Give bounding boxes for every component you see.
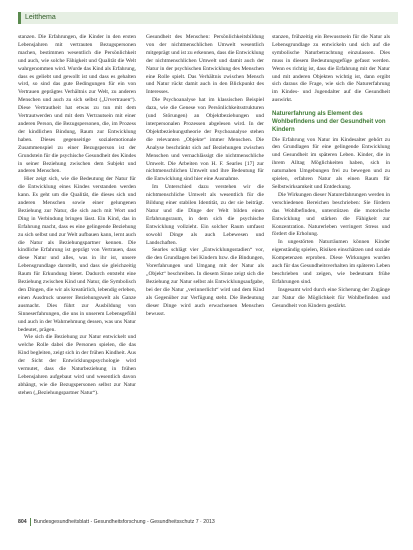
- text-column-3: [272, 34, 390, 310]
- paragraph: stanzen. Die Erfahrungen, die Kinder in den ersten Lebensjahren mit vertrauten Bezugspersonen machen, bestimmen wesentlich die Persönlichkeit und auch, wie solche Fähigkeit und Qualität die Welt wahrgenommen wird. Wurde das Kind als Erfahrung, dass es geliebt und gewollt ist und dass es gehalten wird, so sind das gute Bedingungen für ein von Vertrauen geprägtes Verhältnis zur Welt, zu anderen Menschen und auch zu sich selbst („Urvertrauen“). Diese Vertrautheit hat etwas zu tun mit dem Vertrautwerden und mit dem Vertrautsein mit einer anderen Person, die Bezugspersonen, die, im Prozess der kindlichen Bindung, Raum zur Entwicklung haben. Dieses gegenseitige sozialemotionale Zusammenspiel zu einer Bezugsperson ist der Grundstein für die psychische Gesundheit des Kindes in seiner Beziehung zwischen dem Subjekt und anderen Menschen.: [18, 34, 136, 175]
- paragraph: Hier zeigt sich, wie die Bedeutung der Natur für die Entwicklung eines Kindes verstanden werden kann. Es geht um die Qualität, die dieses sich und anderen Menschen sowie einer gelungenen Beziehung zur Natur, die sich auch mit Wort und Ding in Verbindung bringen lässt. Ein Kind, das in Erfahrung macht, dass es eine gelingende Beziehung zu sich selbst und zur Welt aufbauen kann, lernt auch die Natur als Beziehungspartner kennen. Die kindliche Erfahrung ist geprägt von Vertrauen, dass diese Natur und alles, was in ihr ist, unsere Lebensgrundlage darstellt, und dass sie gleichzeitig Raum für Erkundung bietet. Dadurch entsteht eine Beziehung zwischen Kind und Natur, die Symbolisch den Dingen, die wir als kreatürlich, lebendig erleben, einen Ausdruck unserer Beziehungswelt als Ganze ausmacht. Dies führt zur Ausbildung von Sinneserfahrungen, die uns in unserem Lebensgefühl und auch in der Wahrnehmung dessen, was uns Natur bedeutet, prägen.: [18, 176, 136, 333]
- page-footer: [18, 517, 398, 527]
- paragraph: Wie sich die Beziehung zur Natur entwickelt und welche Rolle dabei die Personen spielen, die das Kind begleiten, zeigt sich in der frühen Kindheit. Aus der Sicht der Entwicklungspsychologie wird vermutet, dass die Naturbeziehung in frühen Lebensjahren aufgebaut wird und wesentlich davon abhängt, wie die Bezugspersonen selbst zur Natur stehen („Beziehungspartner Natur“).: [18, 334, 136, 396]
- paragraph: Searles schlägt vier „Entwicklungsstadien“ vor, die den Grundlagen bei Kindern bzw. die Bindungen, Vorerfahrungen und Umgang mit der Natur als „Objekt“ beschreiben. In diesem Sinne zeigt sich die Beziehung zur Natur selbst als Entwicklungsaufgabe, bei der die Natur „verinnerlicht“ wird und dem Kind als Gegenüber zur Verfügung steht. Die Bedeutung dieser Dinge wird auch erwachsenen Menschen bewusst.: [146, 247, 264, 317]
- paragraph: Insgesamt wird durch eine Sicherung der Zugänge zur Natur die Möglichkeit für Wohlbefinden und Gesundheit von Kindern gestärkt.: [272, 286, 390, 309]
- section-heading: Naturerfahrung als Element des Wohlbefindens und der Gesundheit von Kindern: [272, 111, 386, 133]
- paragraph: Im Unterschied dazu verstehen wir die nichtmenschliche Umwelt als wesentlich für die Bildung einer stabilen Identität, zu der sie beiträgt. Natur und die Dinge der Welt bilden einen Erfahrungsraum, in dem sich die psychische Entwicklung vollzieht. Ein solcher Raum umfasst sowohl Dinge als auch Lebewesen und Landschaften.: [146, 184, 264, 246]
- paragraph: Die Erfahrung von Natur im Kindesalter gehört zu den Grundlagen für eine gelingende Entwicklung und Gesundheit im späteren Leben. Kinder, die in ihrem Alltag Möglichkeiten haben, sich in naturnahen Umgebungen frei zu bewegen und zu spielen, erfahren Natur als einen Raum für Selbstwirksamkeit und Entdeckung.: [272, 136, 390, 190]
- footer-divider: [30, 518, 31, 526]
- text-column-2: [146, 34, 264, 319]
- journal-citation: Bundesgesundheitsblatt - Gesundheitsforschung - Gesundheitsschutz 7 · 2013: [33, 519, 215, 525]
- paragraph: In ungestörten Naturräumen können Kinder eigenständig spielen, Risiken einschätzen und soziale Kompetenzen erproben. Diese Wirkungen wurden auch für das Gesundheitsverhalten im späteren Leben beschrieben und zeigen, wie bedeutsam frühe Erfahrungen sind.: [272, 239, 390, 285]
- text-column-1: [18, 34, 136, 398]
- paragraph: Die Wirkungen dieser Naturerfahrungen werden in verschiedenen Bereichen beschrieben: Sie fördern das Wohlbefinden, unterstützen die motorische Entwicklung und stärken die Fähigkeit zur Konzentration. Naturerleben verringert Stress und fördert die Erholung.: [272, 191, 390, 238]
- section-tag: Leitthema: [18, 12, 398, 24]
- page-number: 804: [18, 519, 27, 525]
- paragraph: Die Psychoanalyse hat im klassischen Beispiel dazu, wie die Genese von Persönlichkeitsstrukturen (und Störungen) an Objektbeziehungen und interpersonalen Prozessen abgelesen wird. In der Objektbeziehungstheorie der Psychoanalyse stehen die relevanten „Objekte“ immer Menschen. Die Analyse beschränkt sich auf Beziehungen zwischen Menschen und vernachlässigt die nichtmenschliche Umwelt. Die Arbeiten von H. F. Searles [17] zur nichtmenschlichen Umwelt und ihre Bedeutung für die Entwicklung sind hier eine Ausnahme.: [146, 97, 264, 183]
- paragraph: Gesundheit des Menschen: Persönlichkeitsbildung von der nichtmenschlichen Umwelt wesentlich mitgeprägt und ist zu erkennen, dass die Entwicklung der nichtmenschlichen Umwelt und damit auch der Natur in der psychischen Entwicklung des Menschen eine Rolle spielt. Das Verhältnis zwischen Mensch und Natur rückt damit auch in den Blickpunkt des Interesses.: [146, 34, 264, 96]
- paragraph: stanzen, frühzeitig ein Bewusstsein für die Natur als Lebensgrundlage zu entwickeln und sich auf die symbolische Naturbetrachtung einzulassen. Dies muss in diesem Bedeutungsgefüge gefasst werden. Wenn es richtig ist, dass die Erfahrung mit der Natur und mit anderen Objekten wichtig ist, dann ergibt sich daraus die Frage, wie sich die Naturerfahrung im Kindes- und Jugendalter auf die Gesundheit auswirkt.: [272, 34, 390, 104]
